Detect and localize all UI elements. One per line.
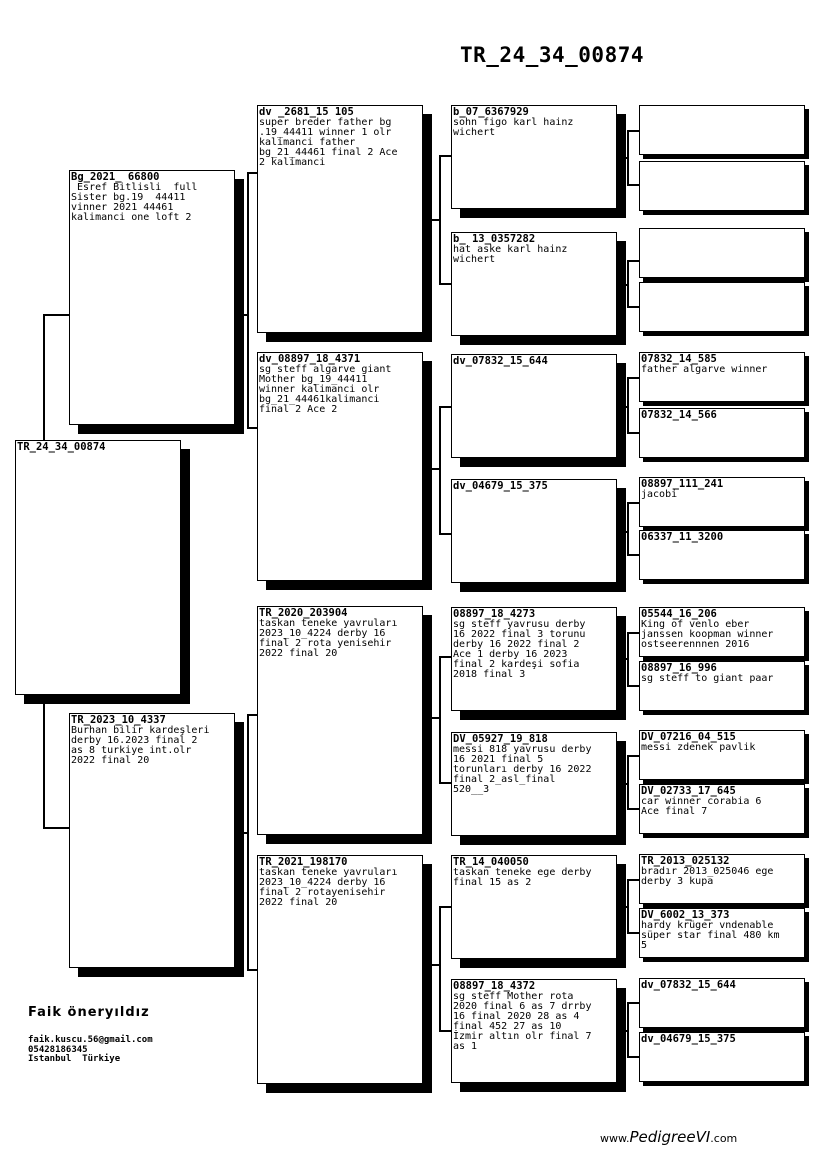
sire-sire-ring-number: dv _2681_15 105	[259, 106, 354, 118]
gen5-card-10[interactable]	[639, 661, 805, 711]
connector	[627, 502, 639, 504]
ggp-card-sss[interactable]	[451, 105, 617, 209]
connector	[627, 685, 639, 687]
connector	[627, 632, 629, 686]
ggp-notes: hat aske karl hainz wichert	[453, 244, 568, 265]
gen5-notes: car winner corabia 6 Ace final 7	[641, 796, 762, 817]
gen5-ring-number: 08897_16_996	[641, 662, 717, 674]
connector	[627, 554, 639, 556]
sire-dam-ring-number: dv_08897_18_4371	[259, 353, 361, 365]
ggp-notes: sg steff yavrusu derby 16 2022 final 3 torunu derby 16 2022 final 2 Ace 1 derby 16 2023 final 2 kardeşi sofia 2018 final 3	[453, 619, 586, 680]
subject-bird-card[interactable]	[15, 440, 181, 695]
connector	[439, 283, 451, 285]
gen5-ring-number: dv_04679_15_375	[641, 1033, 736, 1045]
connector	[439, 155, 451, 157]
gen5-ring-number: DV_02733_17_645	[641, 785, 736, 797]
dam-sire-card[interactable]	[257, 606, 423, 835]
ggp-notes: sohn figo karl hainz wichert	[453, 117, 574, 138]
connector	[439, 155, 441, 284]
breeder-name: Faik öneryıldız	[28, 1005, 150, 1020]
gen5-card-14[interactable]	[639, 908, 805, 958]
gen5-ring-number: 06337_11_3200	[641, 531, 724, 543]
ggp-notes: sg steff Mother rota 2020 final 6 as 7 drrby 16 final 2020 28 as 4 final 452 27 as 10 İzmir altın olr final 7 as 1	[453, 991, 592, 1052]
connector	[627, 879, 639, 881]
sire-sire-card[interactable]	[257, 105, 423, 333]
dam-notes: Burhan bilir kardeşleri derby 16.2023 final 2 as 8 turkiye int.olr 2022 final 20	[71, 725, 210, 766]
connector	[627, 130, 629, 185]
sire-dam-card[interactable]	[257, 352, 423, 581]
connector	[627, 432, 639, 434]
connector	[627, 755, 629, 809]
dam-dam-notes: taskan teneke yavruları 2023_10_4224 derby 16 final 2 rotayenisehir 2022 final 20	[259, 867, 398, 908]
connector	[627, 377, 639, 379]
connector	[627, 1056, 639, 1058]
connector	[247, 172, 249, 428]
dam-sire-ring-number: TR_2020_203904	[259, 607, 348, 619]
connector	[627, 632, 639, 634]
gen5-notes: sg steff to giant paar	[641, 673, 774, 684]
gen5-card-16[interactable]	[639, 1032, 805, 1082]
ggp-ring-number: b_07_6367929	[453, 106, 529, 118]
gen5-notes: messi zdenek pavlik	[641, 742, 756, 753]
connector	[247, 172, 257, 174]
connector	[439, 656, 441, 783]
gen5-ring-number: 07832_14_566	[641, 409, 717, 421]
gen5-card-5[interactable]	[639, 352, 805, 402]
gen5-ring-number: dv_07832_15_644	[641, 979, 736, 991]
connector	[627, 932, 639, 934]
connector	[439, 533, 451, 535]
connector	[439, 906, 441, 1031]
connector	[247, 714, 257, 716]
gen5-card-9[interactable]	[639, 607, 805, 657]
gen5-ring-number: 08897_111_241	[641, 478, 724, 490]
ggp-notes: messi 818 yavrusu derby 16 2021 final 5 torunları derby 16 2022 final 2_asl_final 520__3	[453, 744, 592, 795]
breeder-email[interactable]: faik.kuscu.56@gmail.com	[28, 1035, 153, 1045]
dam-dam-card[interactable]	[257, 855, 423, 1084]
gen5-card-2[interactable]	[639, 161, 805, 211]
ggp-ring-number: DV_05927_19_818	[453, 733, 548, 745]
ggp-notes: taskan teneke ege derby final 15 as 2	[453, 867, 592, 888]
ggp-ring-number: 08897_18_4273	[453, 608, 536, 620]
gen5-card-8[interactable]	[639, 530, 805, 580]
gen5-ring-number: DV_07216_04_515	[641, 731, 736, 743]
connector	[627, 502, 629, 555]
connector	[43, 314, 69, 316]
ggp-card-dsd[interactable]	[451, 732, 617, 836]
ggp-ring-number: dv_07832_15_644	[453, 355, 548, 367]
sire-notes: Esref Bitlisli full Sister bg.19 44411 vinner 2021 44461 kalimanci one loft 2	[71, 182, 198, 223]
footer-prefix: www.	[600, 1132, 630, 1145]
pedigree-title: TR_24_34_00874	[460, 43, 645, 67]
gen5-card-12[interactable]	[639, 784, 805, 834]
connector	[439, 906, 451, 908]
pedigree-software-logo[interactable]	[600, 1128, 737, 1146]
connector	[439, 656, 451, 658]
gen5-notes: jacobi	[641, 489, 678, 500]
connector	[439, 1030, 451, 1032]
gen5-ring-number: TR_2013_025132	[641, 855, 730, 867]
ggp-ring-number: TR_14_040050	[453, 856, 529, 868]
ggp-ring-number: dv_04679_15_375	[453, 480, 548, 492]
connector	[627, 1002, 629, 1057]
gen5-card-15[interactable]	[639, 978, 805, 1028]
ggp-ring-number: b_ 13_0357282	[453, 233, 536, 245]
ggp-card-dss[interactable]	[451, 607, 617, 711]
connector	[439, 406, 451, 408]
gen5-notes: King of venlo eber janssen koopman winner ostseerennnen 2016	[641, 619, 774, 650]
gen5-ring-number: 05544_16_206	[641, 608, 717, 620]
connector	[627, 879, 629, 933]
connector	[627, 306, 639, 308]
gen5-ring-number: DV_6002_13_373	[641, 909, 730, 921]
connector	[627, 130, 639, 132]
dam-card[interactable]	[69, 713, 235, 968]
connector	[627, 184, 639, 186]
ggp-card-sds[interactable]	[451, 354, 617, 458]
connector	[627, 755, 639, 757]
gen5-ring-number: 07832_14_585	[641, 353, 717, 365]
ggp-card-ddd[interactable]	[451, 979, 617, 1083]
dam-ring-number: TR_2023_10_4337	[71, 714, 166, 726]
connector	[247, 714, 249, 970]
connector	[627, 808, 639, 810]
gen5-notes: bradır 2013_025046 ege derby 3 kupa	[641, 866, 774, 887]
ggp-card-dds[interactable]	[451, 855, 617, 959]
ggp-ring-number: 08897_18_4372	[453, 980, 536, 992]
sire-sire-notes: super breder father bg .19_44411 winner 1 olr kalimanci father bg_21_44461 final 2 Ace 2 kalimanci	[259, 117, 398, 168]
connector	[43, 827, 69, 829]
gen5-card-4[interactable]	[639, 282, 805, 332]
gen5-card-6[interactable]	[639, 408, 805, 458]
sire-card[interactable]	[69, 170, 235, 425]
subject-ring-number: TR_24_34_00874	[17, 441, 106, 453]
connector	[627, 377, 629, 433]
footer-suffix: .com	[710, 1132, 738, 1145]
connector	[43, 694, 45, 828]
connector	[439, 406, 441, 534]
dam-sire-notes: taskan teneke yavruları 2023_10_4224 derby 16 final 2 rota yenisehir 2022 final 20	[259, 618, 398, 659]
breeder-contact	[28, 1036, 153, 1065]
connector	[627, 260, 639, 262]
gen5-card-7[interactable]	[639, 477, 805, 527]
gen5-card-13[interactable]	[639, 854, 805, 904]
sire-ring-number: Bg_2021_ 66800	[71, 171, 160, 183]
ggp-card-ssd[interactable]	[451, 232, 617, 336]
connector	[439, 782, 451, 784]
connector	[247, 969, 257, 971]
gen5-notes: hardy krüger vndenable süper star final 480 km 5	[641, 920, 780, 951]
gen5-card-11[interactable]	[639, 730, 805, 780]
gen5-notes: father algarve winner	[641, 364, 768, 375]
ggp-card-sdd[interactable]	[451, 479, 617, 583]
connector	[627, 1002, 639, 1004]
footer-brand: PedigreeVI	[629, 1128, 711, 1146]
dam-dam-ring-number: TR_2021_198170	[259, 856, 348, 868]
sire-dam-notes: sg steff algarve giant Mother bg_19_44411 winner kalimanci olr bg_21_44461kalimanci final 2 Ace 2	[259, 364, 392, 415]
breeder-location: Istanbul Türkiye	[28, 1054, 121, 1064]
gen5-card-3[interactable]	[639, 228, 805, 278]
connector	[43, 314, 45, 441]
connector	[247, 427, 257, 429]
breeder-phone: 05428186345	[28, 1044, 88, 1055]
connector	[627, 260, 629, 307]
gen5-card-1[interactable]	[639, 105, 805, 155]
